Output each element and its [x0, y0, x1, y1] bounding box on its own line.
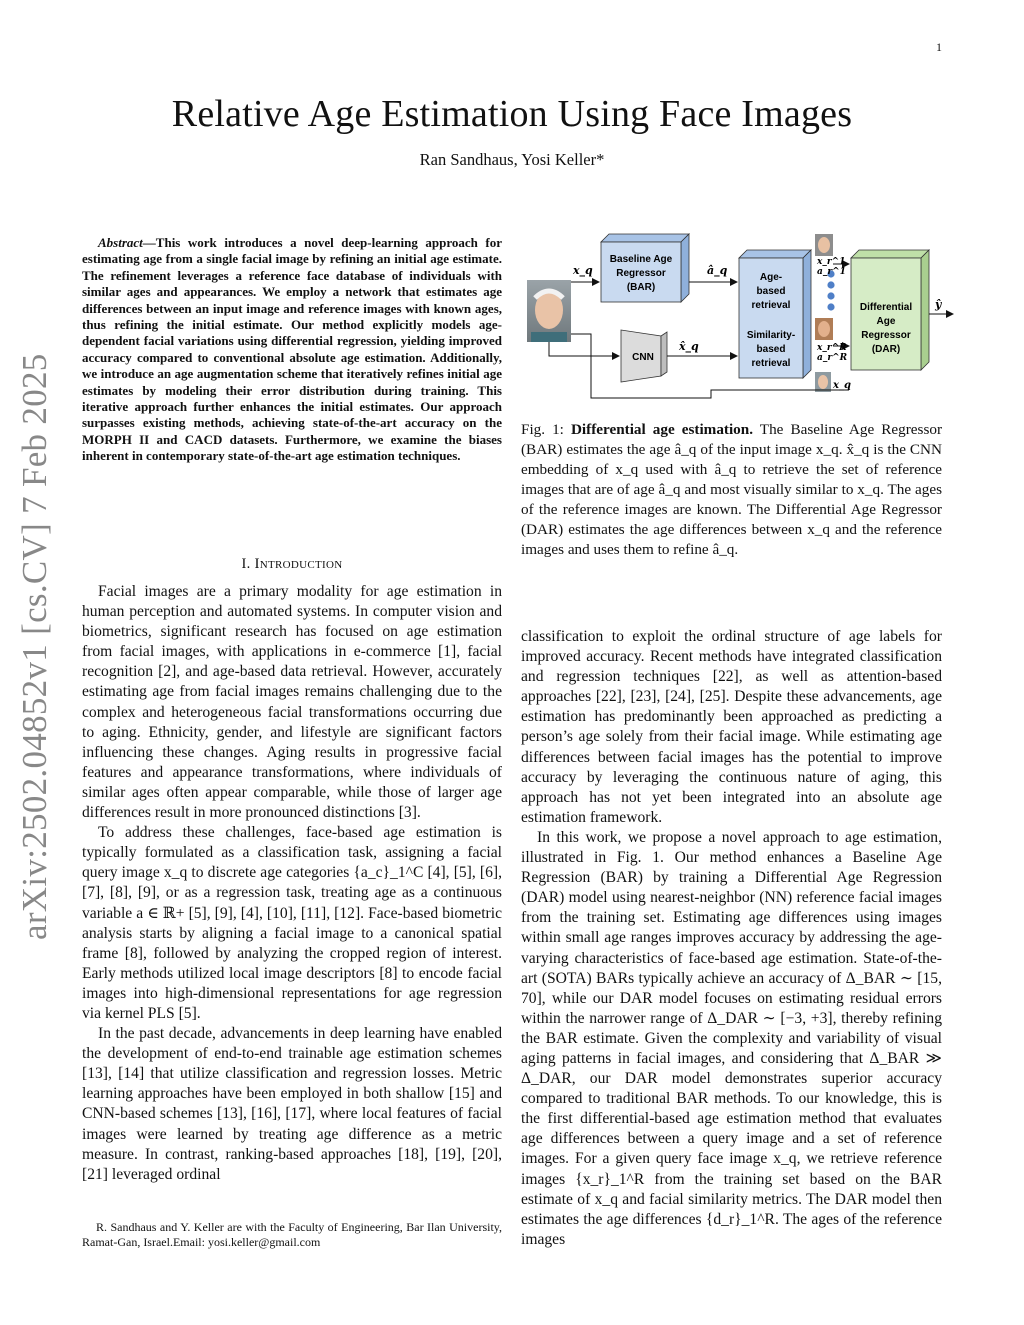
section-title: Introduction	[254, 556, 343, 572]
caption-text: The Baseline Age Regressor (BAR) estimates the age â_q of the input image x_q. x̂_q is the CNN embedding of x_q used with â_q to retrieve the set of reference images that are of age â_q and most visually similar to x_q. The ages of the reference images are known. The Differential Age Regressor (DAR) estimates the age differences between x_q and the reference images and uses them to refine â_q.	[521, 421, 943, 558]
label-aq-hat: â_q	[707, 264, 728, 277]
label-xq-hat: x̂_q	[679, 340, 699, 353]
caption-title: Differential age estimation.	[570, 421, 754, 438]
dar-label-line: Regressor	[861, 330, 911, 341]
abstract	[82, 235, 502, 465]
section-number: I.	[241, 556, 251, 572]
label-x1: x_r^1	[817, 257, 846, 267]
author-footnote: R. Sandhaus and Y. Keller are with the Faculty of Engineering, Bar Ilan University, Ramat-Gan, Israel.Email: yosi.keller@gmail.com	[82, 1220, 502, 1249]
paragraph: In this work, we propose a novel approach to age estimation, illustrated in Fig. 1. Our method enhances a Baseline Age Regression (BAR) by training a Differential Age Regression (DAR) model using nearest-neighbor (NN) reference facial images from the training set. Estimating age differences using images within small age ranges improves accuracy by addressing the age-varying characteristics of face-based age estimation. State-of-the-art (SOTA) BARs typically achieve an accuracy of Δ_BAR ∼ [15, 70], while our DAR model focuses on estimating residual errors within the narrower range of Δ_DAR ∼ [−3, +3], thereby refining the BAR estimate. Given the complexity and variability of visual aging patterns in facial images, and considering that Δ_BAR ≫ Δ_DAR, our DAR model demonstrates superior accuracy compared to traditional BAR methods. To our knowledge, this is the first differential-based age estimation method that evaluates age differences between a query image and a set of reference images. For a given query face image x_q, we retrieve reference images {x_r}_1^R from the training set based on the BAR estimate of x_q and facial similarity metrics. The DAR model then estimates the age differences {d_r}_1^R. The ages of the reference images	[521, 828, 942, 1248]
abstract-text: —This work introduces a novel deep-learning approach for estimating age from a single facial image by refining an initial age estimate. The refinement leverages a reference face database of individuals with similar ages and appearances. We employ a network that estimates age differences between an input image and reference images with known ages, thus refining the initial estimate. Our method explicitly models age-dependent facial variations using differential regression, yielding improved accuracy compared to conventional absolute age estimation. Additionally, we introduce an age augmentation scheme that iteratively refines initial age estimates by modeling their error distribution during training. This iterative approach further enhances the initial estimates. Our approach surpasses existing methods, achieving state-of-the-art accuracy on the MORPH II and CACD datasets. Furthermore, we examine the biases inherent in contemporary state-of-the-art age estimation techniques.	[82, 235, 502, 464]
retrieval-label-line: retrieval	[751, 358, 791, 369]
figure-diagram	[521, 228, 961, 418]
retrieval-label-line: based	[756, 286, 786, 297]
dar-label-line: Differential	[859, 302, 913, 313]
dar-label-line: Age	[876, 316, 896, 327]
paper-authors: Ran Sandhaus, Yosi Keller*	[419, 150, 605, 169]
cnn-label: CNN	[632, 352, 654, 363]
paragraph: To address these challenges, face-based age estimation is typically formulated as a classification task, assigning a facial query image x_q to discrete age categories {a_c}_1^C [4], [5], [6], [7], [8], [9], or as a regression task, treating age as a continuous variable a ∈ ℝ+ [5], [9], [4], [10], [11], [12]. Face-based biometric analysis starts by aligning a facial image to a canonical spatial frame [8], followed by analyzing the cropped region of interest. Early methods utilized local image descriptors [8] to encode facial images into high-dimensional representations for age regression via kernel PLS [5].	[82, 824, 502, 1022]
label-xR: x_r^R	[817, 343, 847, 353]
right-column-body	[521, 627, 942, 1250]
page-number: 1	[936, 40, 942, 54]
bar-label-line: Baseline Age	[609, 254, 673, 265]
label-aR: a_r^R	[817, 353, 848, 363]
section-heading	[82, 556, 502, 573]
reference-face-1	[815, 234, 833, 256]
dar-label-line: (DAR)	[871, 344, 901, 355]
reference-face-r	[815, 318, 833, 340]
arrow-xq-to-cnn	[549, 342, 619, 356]
paragraph: classification to exploit the ordinal structure of age labels for improved accuracy. Recent methods have integrated classification and regression techniques [22], as well as attention-based approaches [22], [23], [24], [25]. Despite these advancements, age estimation has predominantly been approached as predicting a person’s age solely from their facial image. While estimating age differences between facial images has the potential to improve accuracy by leveraging the continuous nature of aging, this approach has not yet been integrated into an absolute age estimation framework.	[521, 628, 942, 826]
paragraph: Facial images are a primary modality for age estimation in human perception and automated systems. In computer vision and biometrics, significant research has focused on age estimation from facial images, with applications in e-commerce [1], facial recognition [2], and age-based data retrieval. However, accurately estimating age from facial images remains challenging due to the complex and heterogeneous facial transformations occurring due to aging. Ethnicity, gender, and lifestyle are significant factors influencing these changes. Aging results in progressive facial features and appearance transformations, where individuals of similar ages often appear comparable, while those of larger age differences result in more pronounced distinctions [3].	[82, 583, 502, 822]
query-face-thumbnail	[815, 372, 831, 392]
bar-box	[601, 234, 689, 302]
label-a1: a_r^1	[817, 267, 846, 277]
dar-box	[851, 250, 929, 370]
label-xq: x_q	[573, 264, 593, 277]
cnn-block	[621, 330, 667, 382]
abstract-lead: Abstract	[98, 235, 143, 250]
bar-label-line: (BAR)	[626, 282, 656, 293]
query-face-image	[527, 280, 571, 342]
arxiv-identifier: arXiv:2502.04852v1 [cs.CV] 7 Feb 2025	[15, 353, 54, 940]
label-y-hat: ŷ	[935, 298, 942, 311]
ellipsis-dot	[827, 292, 834, 299]
ellipsis-dot	[827, 281, 834, 288]
paper-title: Relative Age Estimation Using Face Images	[171, 93, 853, 135]
figure-caption	[521, 420, 942, 560]
retrieval-label-line: Similarity-	[746, 330, 796, 341]
left-column-body	[82, 582, 502, 1185]
label-xq-bottom: x_q	[833, 380, 851, 391]
retrieval-box	[739, 250, 811, 378]
bar-label-line: Regressor	[616, 268, 666, 279]
retrieval-label-line: retrieval	[751, 300, 791, 311]
retrieval-label-line: Age-	[759, 272, 783, 283]
caption-label: Fig. 1:	[521, 421, 564, 438]
retrieval-label-line: based	[756, 344, 786, 355]
paragraph: In the past decade, advancements in deep learning have enabled the development of end-to-end trainable age estimation schemes [13], [14] that utilize classification and regression losses. Metric learning approaches have been employed in both shallow [15] and CNN-based schemes [13], [16], [17], where local features of facial images were learned by treating age difference as a metric measure. In contrast, ranking-based approaches [18], [19], [20], [21] leveraged ordinal	[82, 1025, 502, 1183]
ellipsis-dot	[827, 303, 834, 310]
